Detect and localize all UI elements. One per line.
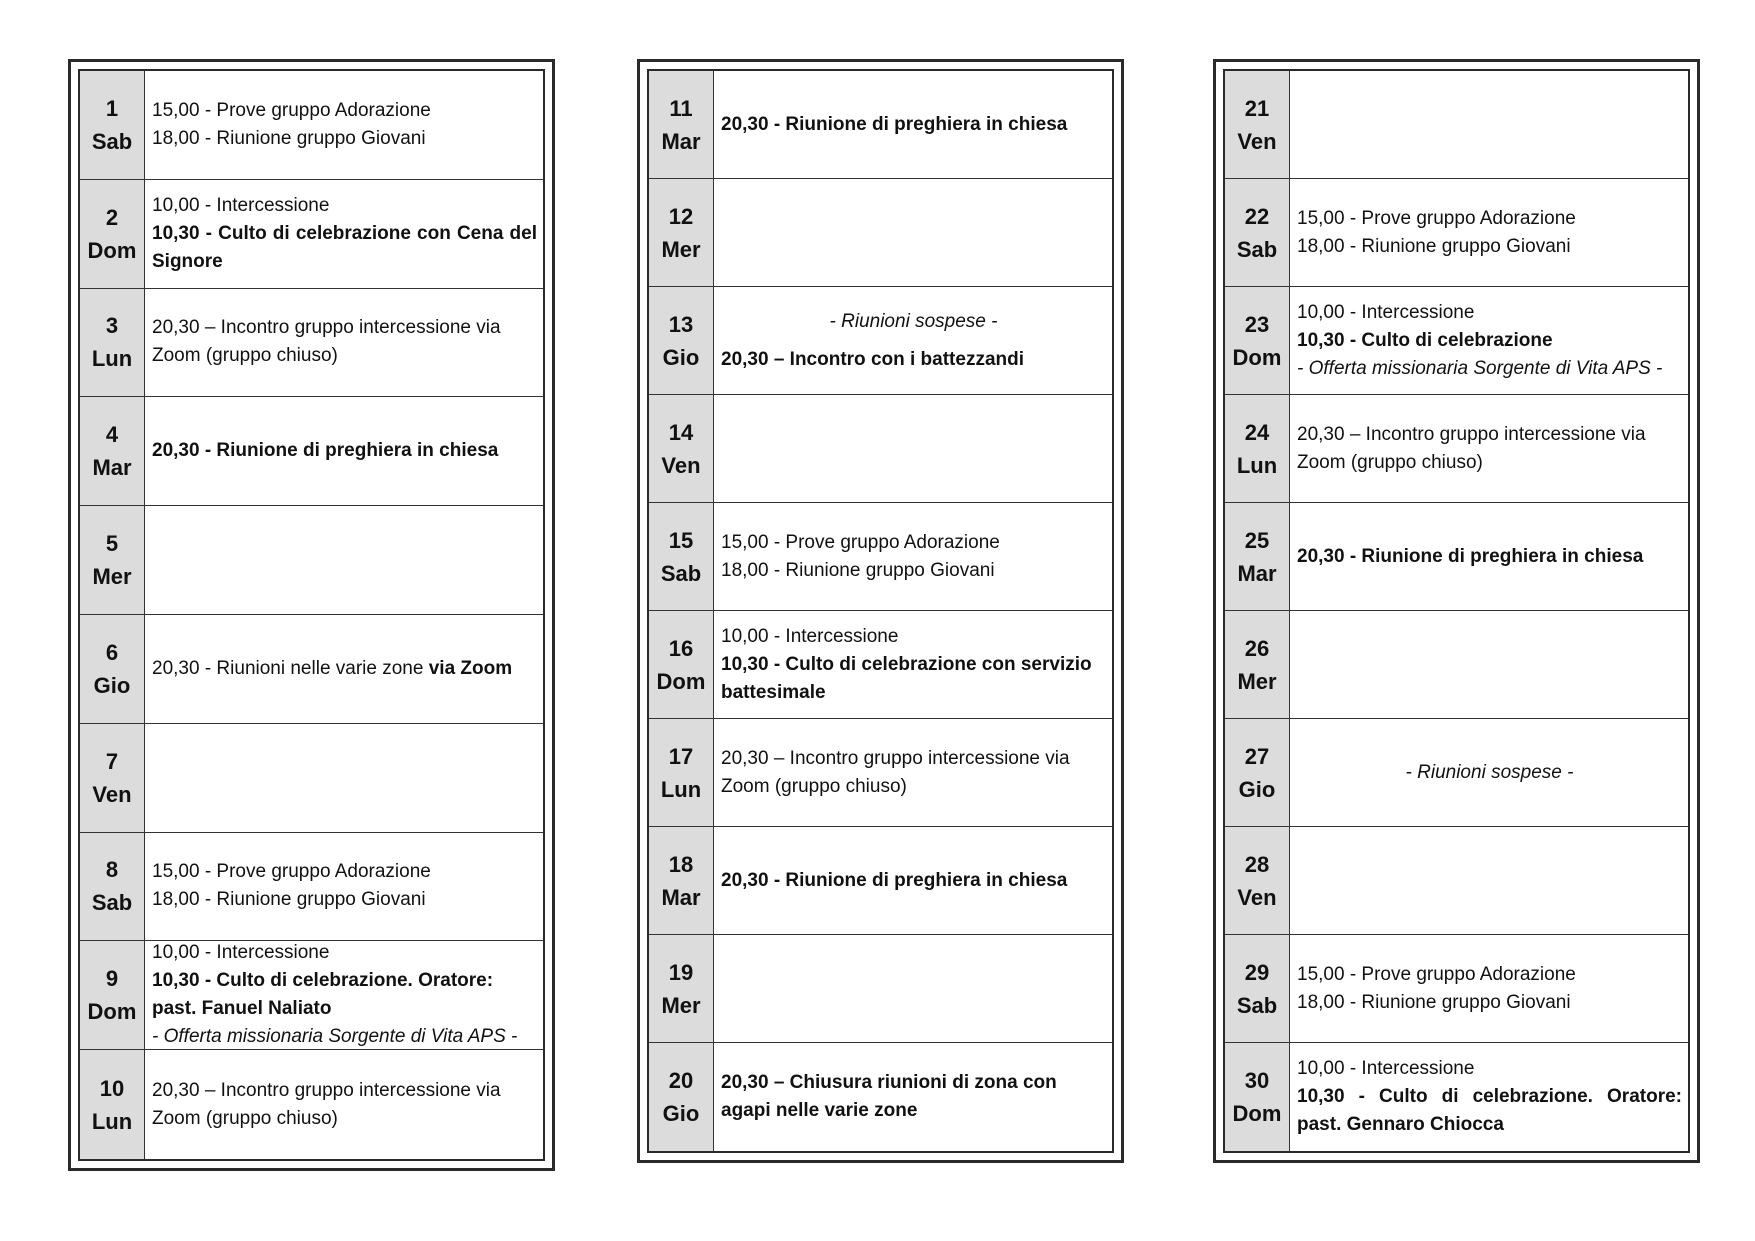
day-row [80, 71, 543, 180]
event-entry [1297, 205, 1682, 233]
calendar-column-2 [637, 59, 1124, 1163]
event-text: 18,00 - Riunione gruppo Giovani [1297, 235, 1571, 257]
day-number: 10 [99, 1075, 125, 1101]
events-cell [145, 615, 543, 723]
event-entry [152, 1023, 537, 1049]
event-entry [152, 125, 537, 153]
event-text: 20,30 - Riunione di preghiera in chiesa [1297, 545, 1644, 567]
weekday-label: Dom [656, 668, 706, 694]
event-text: 18,00 - Riunione gruppo Giovani [1297, 991, 1571, 1013]
day-row [649, 71, 1112, 179]
day-number: 6 [105, 639, 119, 665]
event-text: - Riunioni sospese - [829, 310, 998, 332]
day-cell [80, 941, 145, 1049]
weekday-label: Dom [87, 999, 137, 1025]
day-number: 16 [668, 635, 694, 661]
day-cell [649, 1043, 714, 1151]
event-entry [1297, 1055, 1682, 1083]
events-cell [714, 179, 1112, 286]
event-entry [1297, 421, 1682, 477]
event-text: - Riunioni sospese - [1405, 761, 1574, 783]
day-row [1225, 719, 1688, 827]
day-number: 24 [1244, 419, 1270, 445]
event-entry [152, 97, 537, 125]
events-cell [714, 287, 1112, 394]
events-cell [714, 71, 1112, 178]
event-entry [152, 192, 537, 220]
events-cell [1290, 935, 1688, 1042]
day-cell [1225, 395, 1290, 502]
event-entry [721, 651, 1106, 707]
event-text: 15,00 - Prove gruppo Adorazione [152, 99, 431, 121]
events-cell [145, 941, 543, 1049]
day-number: 11 [669, 95, 693, 121]
day-number: 18 [668, 851, 694, 877]
events-cell [1290, 503, 1688, 610]
day-number: 19 [668, 959, 694, 985]
events-cell [714, 935, 1112, 1042]
day-number: 9 [105, 966, 119, 992]
day-cell [80, 833, 145, 941]
event-text: 15,00 - Prove gruppo Adorazione [1297, 963, 1576, 985]
day-number: 30 [1244, 1068, 1270, 1093]
day-cell [1225, 935, 1290, 1042]
event-text: - Offerta missionaria Sorgente di Vita APS - [152, 1026, 518, 1048]
event-entry [152, 886, 537, 914]
events-cell [714, 827, 1112, 934]
day-cell [80, 1050, 145, 1159]
calendar-table [78, 69, 545, 1161]
day-number: 21 [1244, 95, 1270, 121]
event-entry [152, 858, 537, 886]
day-number: 17 [668, 743, 694, 769]
event-entry [152, 941, 537, 967]
day-cell [1225, 611, 1290, 718]
day-row [80, 180, 543, 289]
event-text: 20,30 - Riunione di preghiera in chiesa [721, 113, 1068, 135]
day-row [649, 611, 1112, 719]
event-text: 20,30 - Riunione di preghiera in chiesa [152, 440, 499, 462]
day-row [649, 719, 1112, 827]
events-cell [714, 503, 1112, 610]
event-entry [721, 346, 1106, 374]
day-cell [80, 615, 145, 723]
event-entry [1297, 233, 1682, 261]
day-cell [80, 397, 145, 505]
calendar-column-1 [68, 59, 555, 1171]
weekday-label: Sab [91, 890, 133, 916]
day-cell [80, 71, 145, 179]
day-cell [649, 611, 714, 718]
event-text: 10,00 - Intercessione [152, 194, 330, 216]
event-text: 20,30 - Riunione di preghiera in chiesa [721, 869, 1068, 891]
weekday-label: Ven [661, 452, 701, 478]
event-entry [152, 314, 537, 370]
day-row [1225, 287, 1688, 395]
events-cell [145, 180, 543, 288]
day-number: 13 [668, 311, 694, 337]
event-text: 10,30 - Culto di celebrazione. Oratore: past. Gennaro Chiocca [1297, 1086, 1682, 1135]
day-cell [1225, 287, 1290, 394]
event-entry [721, 557, 1106, 585]
day-cell [649, 827, 714, 934]
day-row [1225, 71, 1688, 179]
weekday-label: Mar [92, 455, 132, 481]
day-row [1225, 827, 1688, 935]
events-cell [145, 833, 543, 941]
events-cell [1290, 1043, 1688, 1151]
day-cell [1225, 71, 1290, 178]
weekday-label: Mar [661, 884, 701, 910]
weekday-label: Gio [93, 672, 131, 698]
event-entry [152, 1077, 537, 1133]
day-cell [649, 935, 714, 1042]
event-text: 20,30 – Incontro gruppo intercessione via Zoom (gruppo chiuso) [152, 1079, 501, 1129]
weekday-label: Mer [661, 236, 701, 262]
event-entry [721, 745, 1106, 801]
event-entry [1297, 299, 1682, 327]
event-entry [1297, 327, 1682, 355]
day-number: 4 [105, 422, 119, 448]
day-number: 23 [1244, 311, 1270, 337]
events-cell [1290, 611, 1688, 718]
events-cell [145, 397, 543, 505]
day-cell [1225, 827, 1290, 934]
day-number: 14 [668, 419, 694, 445]
event-entry [152, 655, 537, 683]
events-cell [145, 71, 543, 179]
weekday-label: Gio [1238, 776, 1276, 802]
event-entry [721, 529, 1106, 557]
day-row [80, 1050, 543, 1159]
weekday-label: Mer [1237, 668, 1277, 694]
events-cell [145, 506, 543, 614]
event-text: - Offerta missionaria Sorgente di Vita APS - [1297, 357, 1663, 379]
weekday-label: Lun [91, 346, 133, 372]
event-text: 10,00 - Intercessione [1297, 1058, 1475, 1079]
day-number: 12 [668, 203, 694, 229]
event-text: 10,30 - Culto di celebrazione con Cena del Signore [152, 222, 537, 272]
weekday-label: Lun [660, 776, 702, 802]
event-entry [721, 111, 1106, 139]
event-entry [1297, 543, 1682, 571]
weekday-label: Dom [1232, 344, 1282, 370]
day-cell [80, 506, 145, 614]
weekday-label: Dom [87, 237, 137, 263]
day-cell [649, 71, 714, 178]
event-text: 18,00 - Riunione gruppo Giovani [721, 559, 995, 581]
event-text: 20,30 - Riunioni nelle varie zone [152, 657, 429, 679]
day-number: 29 [1244, 959, 1270, 985]
day-number: 22 [1244, 203, 1270, 229]
day-row [80, 615, 543, 724]
event-entry [152, 220, 537, 276]
event-entry [1297, 1083, 1682, 1139]
event-text: 15,00 - Prove gruppo Adorazione [1297, 207, 1576, 229]
event-entry [721, 623, 1106, 651]
day-number: 3 [105, 313, 119, 339]
event-entry [1297, 989, 1682, 1017]
day-number: 8 [105, 857, 119, 883]
day-number: 7 [105, 748, 119, 774]
day-cell [80, 180, 145, 288]
day-row [80, 724, 543, 833]
event-text: 10,30 - Culto di celebrazione. Oratore: past. Fanuel Naliato [152, 970, 494, 1020]
events-cell [145, 1050, 543, 1159]
day-row [1225, 1043, 1688, 1151]
day-row [649, 179, 1112, 287]
day-number: 28 [1244, 851, 1270, 877]
weekday-label: Ven [1237, 128, 1277, 154]
event-entry [152, 967, 537, 1023]
events-cell [714, 719, 1112, 826]
day-row [1225, 179, 1688, 287]
day-number: 15 [668, 527, 694, 553]
weekday-label: Gio [662, 1101, 700, 1126]
day-cell [1225, 503, 1290, 610]
calendar-column-3 [1213, 59, 1700, 1163]
day-row [1225, 611, 1688, 719]
day-number: 25 [1244, 527, 1270, 553]
event-text: 10,00 - Intercessione [721, 625, 899, 647]
day-row [1225, 935, 1688, 1043]
event-text: 10,30 - Culto di celebrazione [1297, 329, 1553, 351]
day-row [649, 935, 1112, 1043]
event-entry [721, 1069, 1106, 1125]
day-row [649, 287, 1112, 395]
event-text: 20,30 – Incontro con i battezzandi [721, 348, 1025, 370]
event-text: 20,30 – Incontro gruppo intercessione via Zoom (gruppo chiuso) [152, 317, 501, 367]
event-text: 10,00 - Intercessione [1297, 301, 1475, 323]
spacer [721, 336, 1106, 346]
event-entry [721, 867, 1106, 895]
weekday-label: Sab [660, 560, 702, 586]
events-cell [714, 1043, 1112, 1151]
events-cell [714, 395, 1112, 502]
event-text: 15,00 - Prove gruppo Adorazione [721, 531, 1000, 553]
event-entry [152, 437, 537, 465]
event-text: 20,30 – Incontro gruppo intercessione via Zoom (gruppo chiuso) [721, 747, 1070, 797]
weekday-label: Lun [1236, 452, 1278, 478]
event-entry [721, 308, 1106, 336]
calendar-table [647, 69, 1114, 1153]
events-cell [1290, 395, 1688, 502]
events-cell [1290, 179, 1688, 286]
day-number: 5 [105, 531, 119, 557]
events-cell [145, 724, 543, 832]
weekday-label: Mer [92, 564, 132, 590]
day-row [649, 395, 1112, 503]
day-cell [1225, 1043, 1290, 1151]
day-cell [80, 724, 145, 832]
event-text: 15,00 - Prove gruppo Adorazione [152, 861, 431, 883]
event-entry [1297, 355, 1682, 383]
weekday-label: Mar [1237, 560, 1277, 586]
event-text: 18,00 - Riunione gruppo Giovani [152, 889, 426, 911]
weekday-label: Gio [662, 344, 700, 370]
weekday-label: Sab [91, 128, 133, 154]
day-row [649, 827, 1112, 935]
calendar-table [1223, 69, 1690, 1153]
day-row [80, 833, 543, 942]
weekday-label: Dom [1232, 1101, 1282, 1126]
weekday-label: Sab [1236, 236, 1278, 262]
day-row [1225, 503, 1688, 611]
events-cell [1290, 287, 1688, 394]
weekday-label: Mar [661, 128, 701, 154]
day-cell [1225, 179, 1290, 286]
events-cell [1290, 71, 1688, 178]
weekday-label: Sab [1236, 992, 1278, 1018]
day-number: 1 [105, 95, 119, 121]
day-row [80, 941, 543, 1050]
weekday-label: Mer [661, 992, 701, 1018]
event-text: 18,00 - Riunione gruppo Giovani [152, 127, 426, 149]
day-row [80, 289, 543, 398]
weekday-label: Ven [1237, 884, 1277, 910]
day-row [80, 397, 543, 506]
day-row [1225, 395, 1688, 503]
day-number: 27 [1244, 743, 1270, 769]
day-cell [1225, 719, 1290, 826]
event-text: via Zoom [428, 657, 513, 679]
events-cell [1290, 827, 1688, 934]
day-cell [80, 289, 145, 397]
weekday-label: Ven [92, 781, 132, 807]
day-cell [649, 719, 714, 826]
event-entry [1297, 759, 1682, 787]
day-cell [649, 503, 714, 610]
day-cell [649, 179, 714, 286]
weekday-label: Lun [91, 1108, 133, 1134]
day-cell [649, 287, 714, 394]
event-text: 20,30 – Chiusura riunioni di zona con agapi nelle varie zone [721, 1072, 1057, 1121]
event-text: 10,30 - Culto di celebrazione con servizio battesimale [721, 653, 1092, 703]
day-row [649, 1043, 1112, 1151]
day-row [80, 506, 543, 615]
event-text: 10,00 - Intercessione [152, 942, 330, 964]
day-cell [649, 395, 714, 502]
events-cell [1290, 719, 1688, 826]
day-number: 26 [1244, 635, 1270, 661]
event-entry [1297, 961, 1682, 989]
day-number: 20 [668, 1068, 694, 1093]
day-row [649, 503, 1112, 611]
event-text: 20,30 – Incontro gruppo intercessione via Zoom (gruppo chiuso) [1297, 423, 1646, 473]
day-number: 2 [105, 204, 119, 230]
events-cell [714, 611, 1112, 718]
events-cell [145, 289, 543, 397]
